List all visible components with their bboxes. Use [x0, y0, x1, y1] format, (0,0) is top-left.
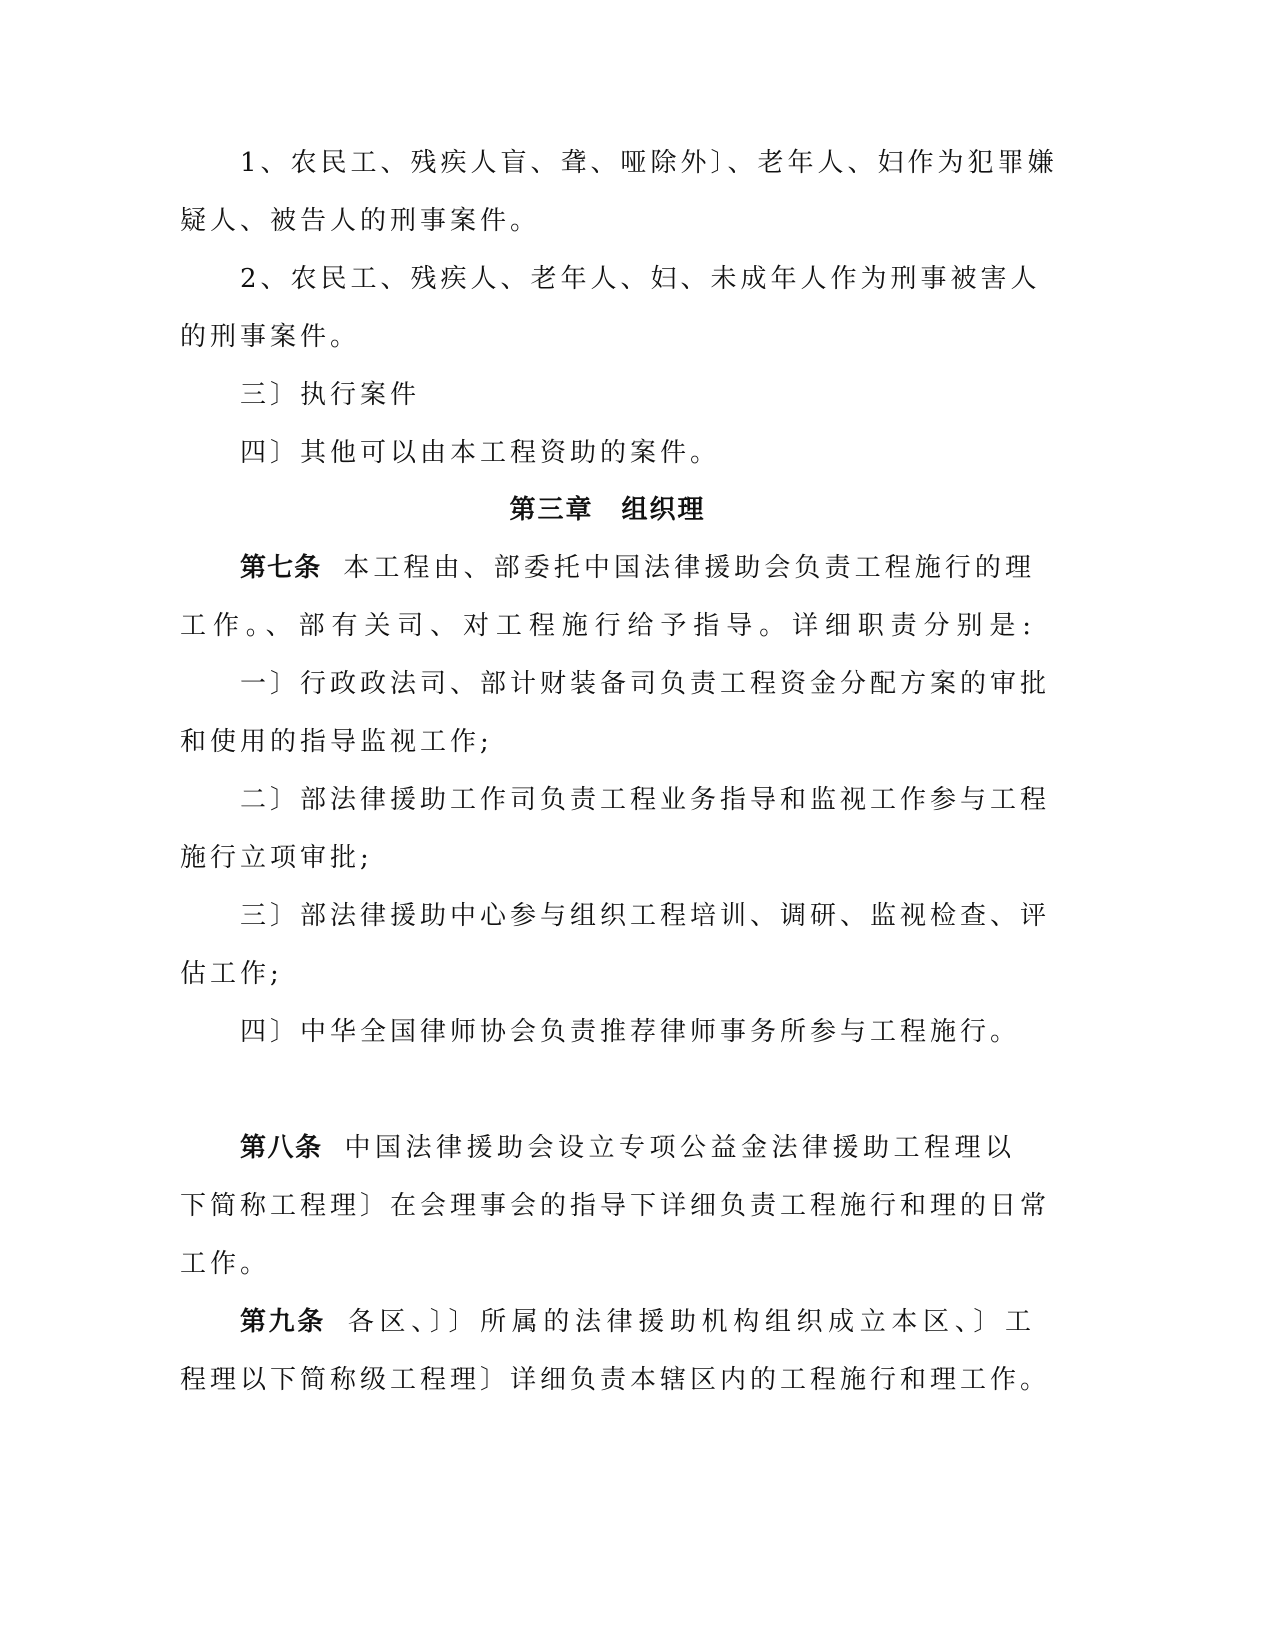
paragraph-line: 1、农民工、残疾人盲、聋、哑除外〕、老年人、妇作为犯罪嫌	[240, 148, 1058, 178]
paragraph-line: 的刑事案件。	[180, 322, 361, 352]
paragraph-line: 三〕部法律援助中心参与组织工程培训、调研、监视检查、评	[240, 901, 1051, 931]
article-nine-text: 各区、〕〕所属的法律援助机构组织成立本区、〕工	[347, 1307, 1035, 1337]
article-nine-label: 第九条	[240, 1307, 326, 1337]
article-eight-text: 中国法律援助会设立专项公益金法律援助工程理以	[344, 1133, 1015, 1163]
paragraph-line: 和使用的指导监视工作;	[180, 727, 493, 757]
article-seven-line	[180, 548, 1035, 588]
chapter-heading: 第三章 组织理	[509, 495, 706, 525]
article-seven-text: 本工程由、部委托中国法律援助会负责工程施行的理	[343, 553, 1035, 583]
paragraph-line: 疑人、被告人的刑事案件。	[180, 206, 541, 236]
paragraph-line: 四〕其他可以由本工程资助的案件。	[240, 438, 721, 468]
paragraph-line: 三〕执行案件	[240, 380, 421, 410]
paragraph-line: 下简称工程理〕在会理事会的指导下详细负责工程施行和理的日常	[180, 1191, 1051, 1221]
article-nine-line	[180, 1302, 1035, 1342]
paragraph-line: 工作。、部有关司、对工程施行给予指导。详细职责分别是:	[180, 611, 1035, 641]
paragraph-line: 程理以下简称级工程理〕详细负责本辖区内的工程施行和理工作。	[180, 1365, 1051, 1395]
article-seven-label: 第七条	[240, 553, 322, 583]
article-eight-label: 第八条	[240, 1133, 323, 1163]
paragraph-line: 工作。	[180, 1249, 271, 1279]
paragraph-line: 一〕行政政法司、部计财装备司负责工程资金分配方案的审批	[240, 669, 1051, 699]
paragraph-line: 2、农民工、残疾人、老年人、妇、未成年人作为刑事被害人	[240, 264, 1041, 294]
paragraph-line: 施行立项审批;	[180, 843, 373, 873]
article-eight-line	[180, 1128, 1015, 1168]
paragraph-line: 估工作;	[180, 959, 283, 989]
paragraph-line: 四〕中华全国律师协会负责推荐律师事务所参与工程施行。	[240, 1017, 1021, 1047]
paragraph-line: 二〕部法律援助工作司负责工程业务指导和监视工作参与工程	[240, 785, 1051, 815]
